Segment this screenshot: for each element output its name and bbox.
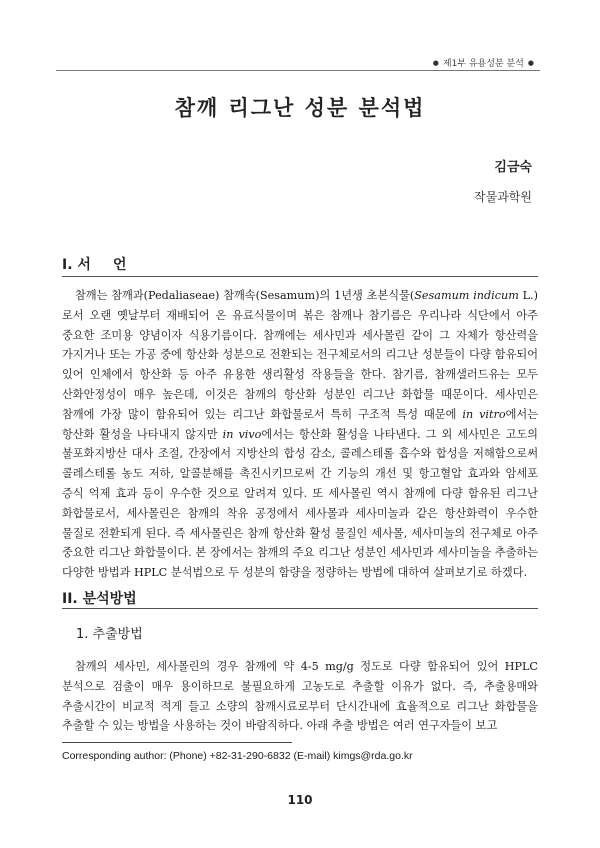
text-run: 참깨는 참깨과(Pedaliaseae) 참깨속(Sesamum)의 1년생 초본식물( bbox=[75, 289, 415, 302]
text-run: L.)로서 오랜 옛날부터 재배되어 온 유료식물이며 볶은 참깨나 참기름은 우리나라 식단에서 아주 중요한 조미용 양념이자 식용기름이다. 참깨에는 세사민과 세사몰린 같이 그 자체가 항산력을 가지거나 또는 가공 중에 항산화 성분으로 전환되는 전구체로서의 리그난 성분들이 다량 함유되어 있어 인체에서 항산화 등 아주 유용한 생리활성 작용들을 한다. 참기름, 참깨샐러드유는 모두 산화안정성이 매우 높은데, 이것은 참깨의 항산화 성분인 리그난 화합물 때문이다. 세사민은 참깨에 가장 많이 함유되어 있는 리그난 화합물로서 특히 구조적 특성 때문에 bbox=[62, 289, 539, 421]
italic-text-run: in vitro bbox=[462, 407, 506, 421]
section-heading-part1: I. 서 bbox=[62, 257, 91, 273]
subsection-heading-extraction: 1. 추출방법 bbox=[76, 627, 143, 642]
bullet-icon: ● bbox=[527, 58, 534, 67]
italic-text-run: in vivo bbox=[222, 427, 262, 441]
footnote-corresponding-author: Corresponding author: (Phone) +82-31-290-6832 (E-mail) kimgs@rda.go.kr bbox=[62, 750, 413, 762]
introduction-paragraph bbox=[62, 286, 538, 583]
running-head bbox=[433, 56, 534, 69]
section-heading-introduction bbox=[62, 254, 126, 274]
bullet-icon: ● bbox=[432, 58, 439, 67]
page-title: 참깨 리그난 성분 분석법 bbox=[174, 96, 426, 120]
extraction-paragraph: 참깨의 세사민, 세사몰린의 경우 참깨에 약 4-5 mg/g 정도로 다량 함유되어 있어 HPLC 분석으로 검출이 매우 용이하므로 불필요하게 고농도로 추출할 이유가 없다. 즉, 추출용매와 추출시간이 비교적 적게 들고 소량의 참깨시료로부터 단시간내에 효율적으로 리그난 화합물을 추출할 수 있는 방법을 사용하는 것이 바람직하다. 아래 추출 방법은 여러 연구자들이 보고 bbox=[62, 660, 538, 733]
header-divider bbox=[56, 70, 540, 71]
running-head-text: 제1부 유용성분 분석 bbox=[442, 59, 524, 69]
text-run: 에서는 항산화 활성을 나타낸다. 그 외 세사민은 고도의 불포화지방산 대사 조절, 간장에서 지방산의 합성 감소, 콜레스테롤 흡수와 합성을 저해함으로써 콜레스테롤 농도 저하, 알콜분해를 촉진시키므로써 간 기능의 개선 및 항고혈압 효과와 암세포 증식 억제 효과 등이 우수한 것으로 알려져 있다. 또 세사몰린 역시 참깨에 다량 함유된 리그난 화합물로서, 세사몰린은 참깨의 착유 공정에서 세사몰과 세사미놀과 같은 항산화력이 우수한 물질로 전환되게 된다. 즉 세사몰린은 참깨 항산화 활성 물질인 세사몰, 세사미놀의 전구체로 아주 중요한 리그난 화합물이다. 본 장에서는 참깨의 주요 리그난 성분인 세사민과 세사미놀을 추출하는 다양한 방법과 HPLC 분석법으로 두 성분의 함량을 정량하는 방법에 대하여 살펴보기로 하겠다. bbox=[62, 427, 538, 580]
section-divider bbox=[62, 608, 538, 609]
page-number: 110 bbox=[287, 793, 313, 807]
author-name: 김금숙 bbox=[494, 160, 532, 175]
section-heading-part2: 언 bbox=[112, 257, 127, 273]
section-heading-methods: II. 분석방법 bbox=[62, 591, 137, 607]
italic-text-run: Sesamum indicum bbox=[414, 289, 519, 302]
section-divider bbox=[62, 276, 538, 277]
footnote-divider bbox=[62, 742, 292, 743]
text-run: 에서는 항산화 활성을 나타내지 않지만 bbox=[62, 407, 538, 441]
author-affiliation: 작물과학원 bbox=[474, 190, 532, 204]
